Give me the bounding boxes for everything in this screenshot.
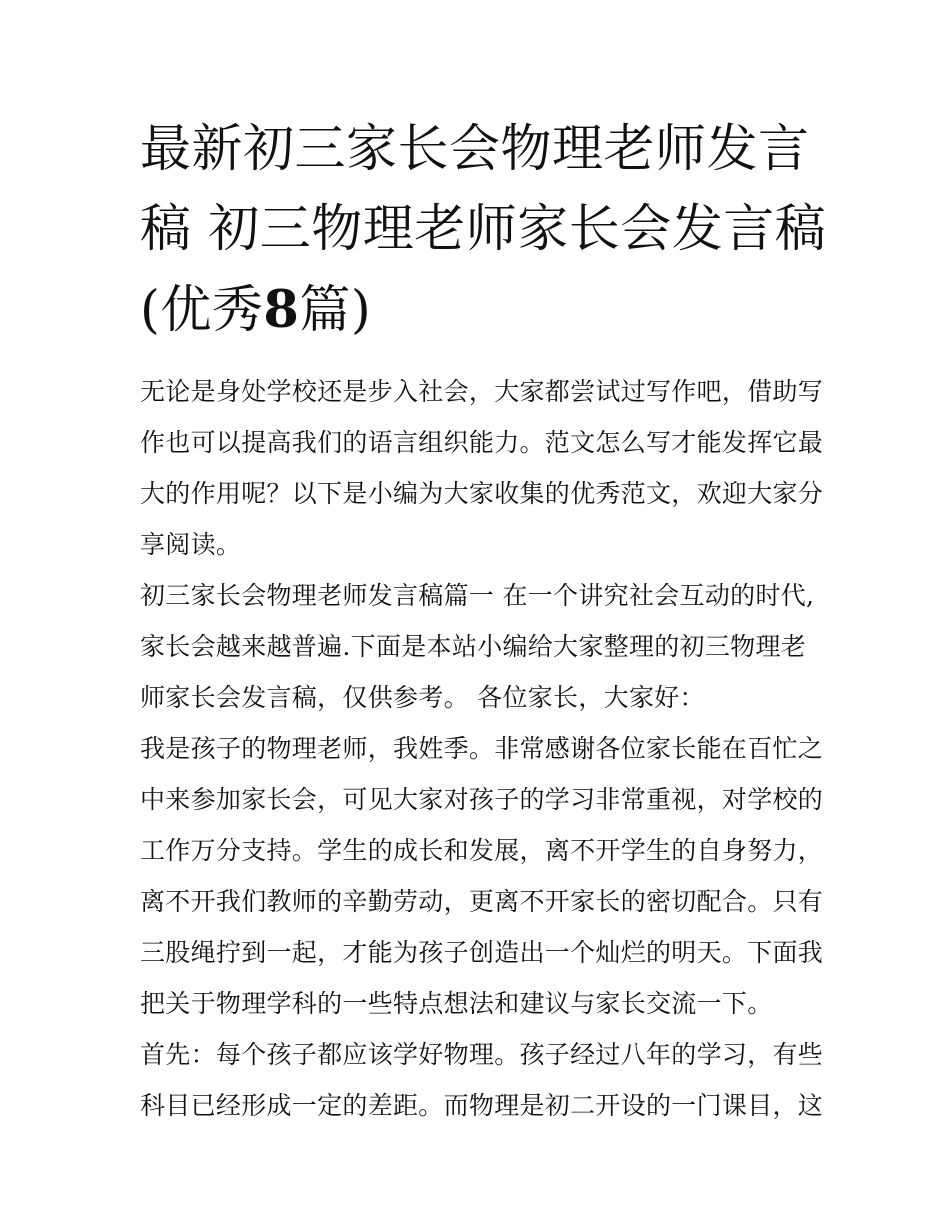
text-line: 科目已经形成一定的差距。而物理是初二开设的一门课目，这 [140, 1091, 824, 1120]
text-line: 首先：每个孩子都应该学好物理。孩子经过八年的学习，有些 [140, 1040, 824, 1069]
text-line: 家长会越来越普遍.下面是本站小编给大家整理的初三物理老 [140, 632, 807, 661]
paragraph-intro [140, 366, 824, 570]
text-line: 工作万分支持。学生的成长和发展，离不开学生的自身努力， [140, 836, 824, 865]
text-line: 我是孩子的物理老师，我姓季。非常感谢各位家长能在百忙之 [140, 734, 824, 763]
document-title [140, 110, 827, 351]
text-line: 三股绳拧到一起，才能为孩子创造出一个灿烂的明天。下面我 [140, 938, 824, 967]
document-body [140, 366, 824, 1131]
document-page [140, 110, 827, 1131]
text-line: 无论是身处学校还是步入社会，大家都尝试过写作吧，借助写 [140, 377, 824, 406]
title-line [140, 270, 812, 351]
text-line: 把关于物理学科的一些特点想法和建议与家长交流一下。 [140, 989, 773, 1018]
text-line: 作也可以提高我们的语言组织能力。范文怎么写才能发挥它最 [140, 428, 824, 457]
text-line: 离不开我们教师的辛勤劳动，更离不开家长的密切配合。只有 [140, 887, 824, 916]
text-line: 中来参加家长会，可见大家对孩子的学习非常重视，对学校的 [140, 785, 824, 814]
paragraph-first-point [140, 1029, 824, 1131]
title-number: 8 [263, 280, 300, 340]
paragraph-greeting [140, 723, 824, 1029]
title-line: 最新初三家长会物理老师发言 [140, 120, 810, 179]
title-text: 篇) [299, 281, 372, 340]
text-line: 大的作用呢？以下是小编为大家收集的优秀范文，欢迎大家分 [140, 479, 824, 508]
title-text: (优秀 [140, 281, 264, 340]
paragraph-section-one [140, 570, 815, 723]
title-line: 稿 初三物理老师家长会发言稿 [140, 200, 827, 259]
text-line: 初三家长会物理老师发言稿篇一 在一个讲究社会互动的时代, [140, 581, 815, 610]
text-line: 享阅读。 [140, 530, 242, 559]
text-line: 师家长会发言稿，仅供参考。 各位家长，大家好： [140, 683, 705, 712]
